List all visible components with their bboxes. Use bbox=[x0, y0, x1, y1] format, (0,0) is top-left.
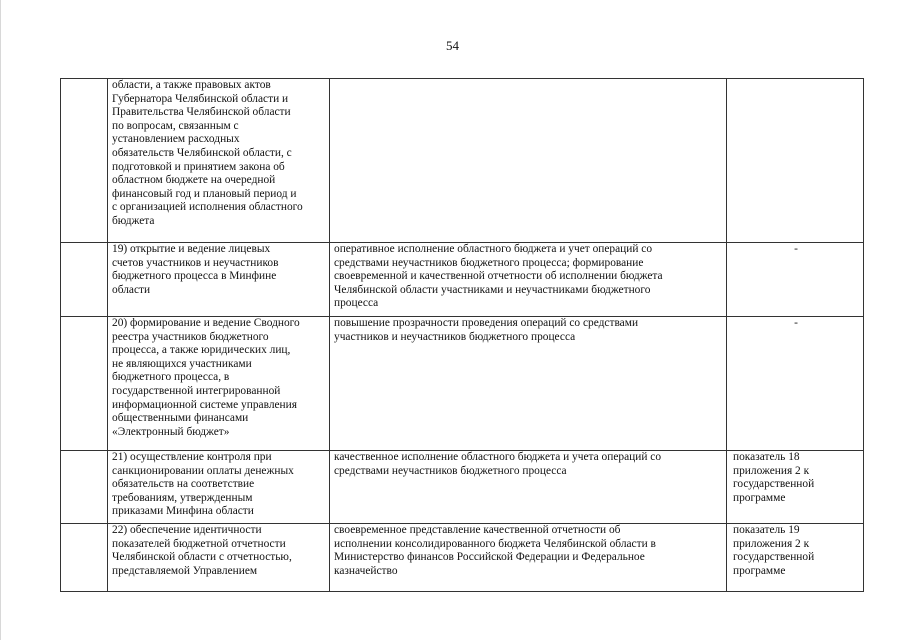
indicator-cell: показатель 19 приложения 2 к государственной программе bbox=[727, 524, 864, 592]
result-cell bbox=[330, 79, 727, 243]
table-row bbox=[61, 451, 864, 524]
indicator-cell bbox=[727, 317, 864, 451]
row-number-cell bbox=[61, 79, 108, 243]
task-cell: области, а также правовых актов Губернатора Челябинской области и Правительства Челябинской области по вопросам, связанным с установлением расходных обязательств Челябинской области, с подготовкой и принятием закона об областном бюджете на очередной финансовый год и плановый период и с организацией исполнения областного бюджета bbox=[108, 79, 330, 243]
indicator-cell bbox=[727, 243, 864, 317]
task-cell: 19) открытие и ведение лицевых счетов участников и неучастников бюджетного процесса в Минфине области bbox=[108, 243, 330, 317]
result-cell: оперативное исполнение областного бюджета и учет операций со средствами неучастников бюджетного процесса; формирование своевременной и качественной отчетности об исполнении бюджета Челябинской области участниками и неучастниками бюджетного процесса bbox=[330, 243, 727, 317]
task-cell: 22) обеспечение идентичности показателей бюджетной отчетности Челябинской области с отчетностью, представляемой Управлением bbox=[108, 524, 330, 592]
result-cell: повышение прозрачности проведения операций со средствами участников и неучастников бюджетного процесса bbox=[330, 317, 727, 451]
row-number-cell bbox=[61, 451, 108, 524]
program-table bbox=[60, 78, 864, 592]
task-cell: 20) формирование и ведение Сводного реестра участников бюджетного процесса, а также юридических лиц, не являющихся участниками бюджетного процесса, в государственной интегрированной информационной системе управления общественными финансами «Электронный бюджет» bbox=[108, 317, 330, 451]
result-cell: своевременное представление качественной отчетности об исполнении консолидированного бюджета Челябинской области в Министерство финансов Российской Федерации и Федеральное казначейство bbox=[330, 524, 727, 592]
indicator-cell: показатель 18 приложения 2 к государственной программе bbox=[727, 451, 864, 524]
table-row bbox=[61, 524, 864, 592]
result-cell: качественное исполнение областного бюджета и учета операций со средствами неучастников бюджетного процесса bbox=[330, 451, 727, 524]
row-number-cell bbox=[61, 524, 108, 592]
table-row bbox=[61, 79, 864, 243]
row-number-cell bbox=[61, 243, 108, 317]
indicator-dash: - bbox=[794, 243, 798, 255]
table-row bbox=[61, 317, 864, 451]
task-cell: 21) осуществление контроля при санкционировании оплаты денежных обязательств на соответствие требованиям, утвержденным приказами Минфина области bbox=[108, 451, 330, 524]
table-row bbox=[61, 243, 864, 317]
row-number-cell bbox=[61, 317, 108, 451]
scan-edge bbox=[0, 0, 1, 640]
page-number: 54 bbox=[446, 38, 459, 53]
indicator-dash: - bbox=[794, 317, 798, 329]
indicator-cell bbox=[727, 79, 864, 243]
